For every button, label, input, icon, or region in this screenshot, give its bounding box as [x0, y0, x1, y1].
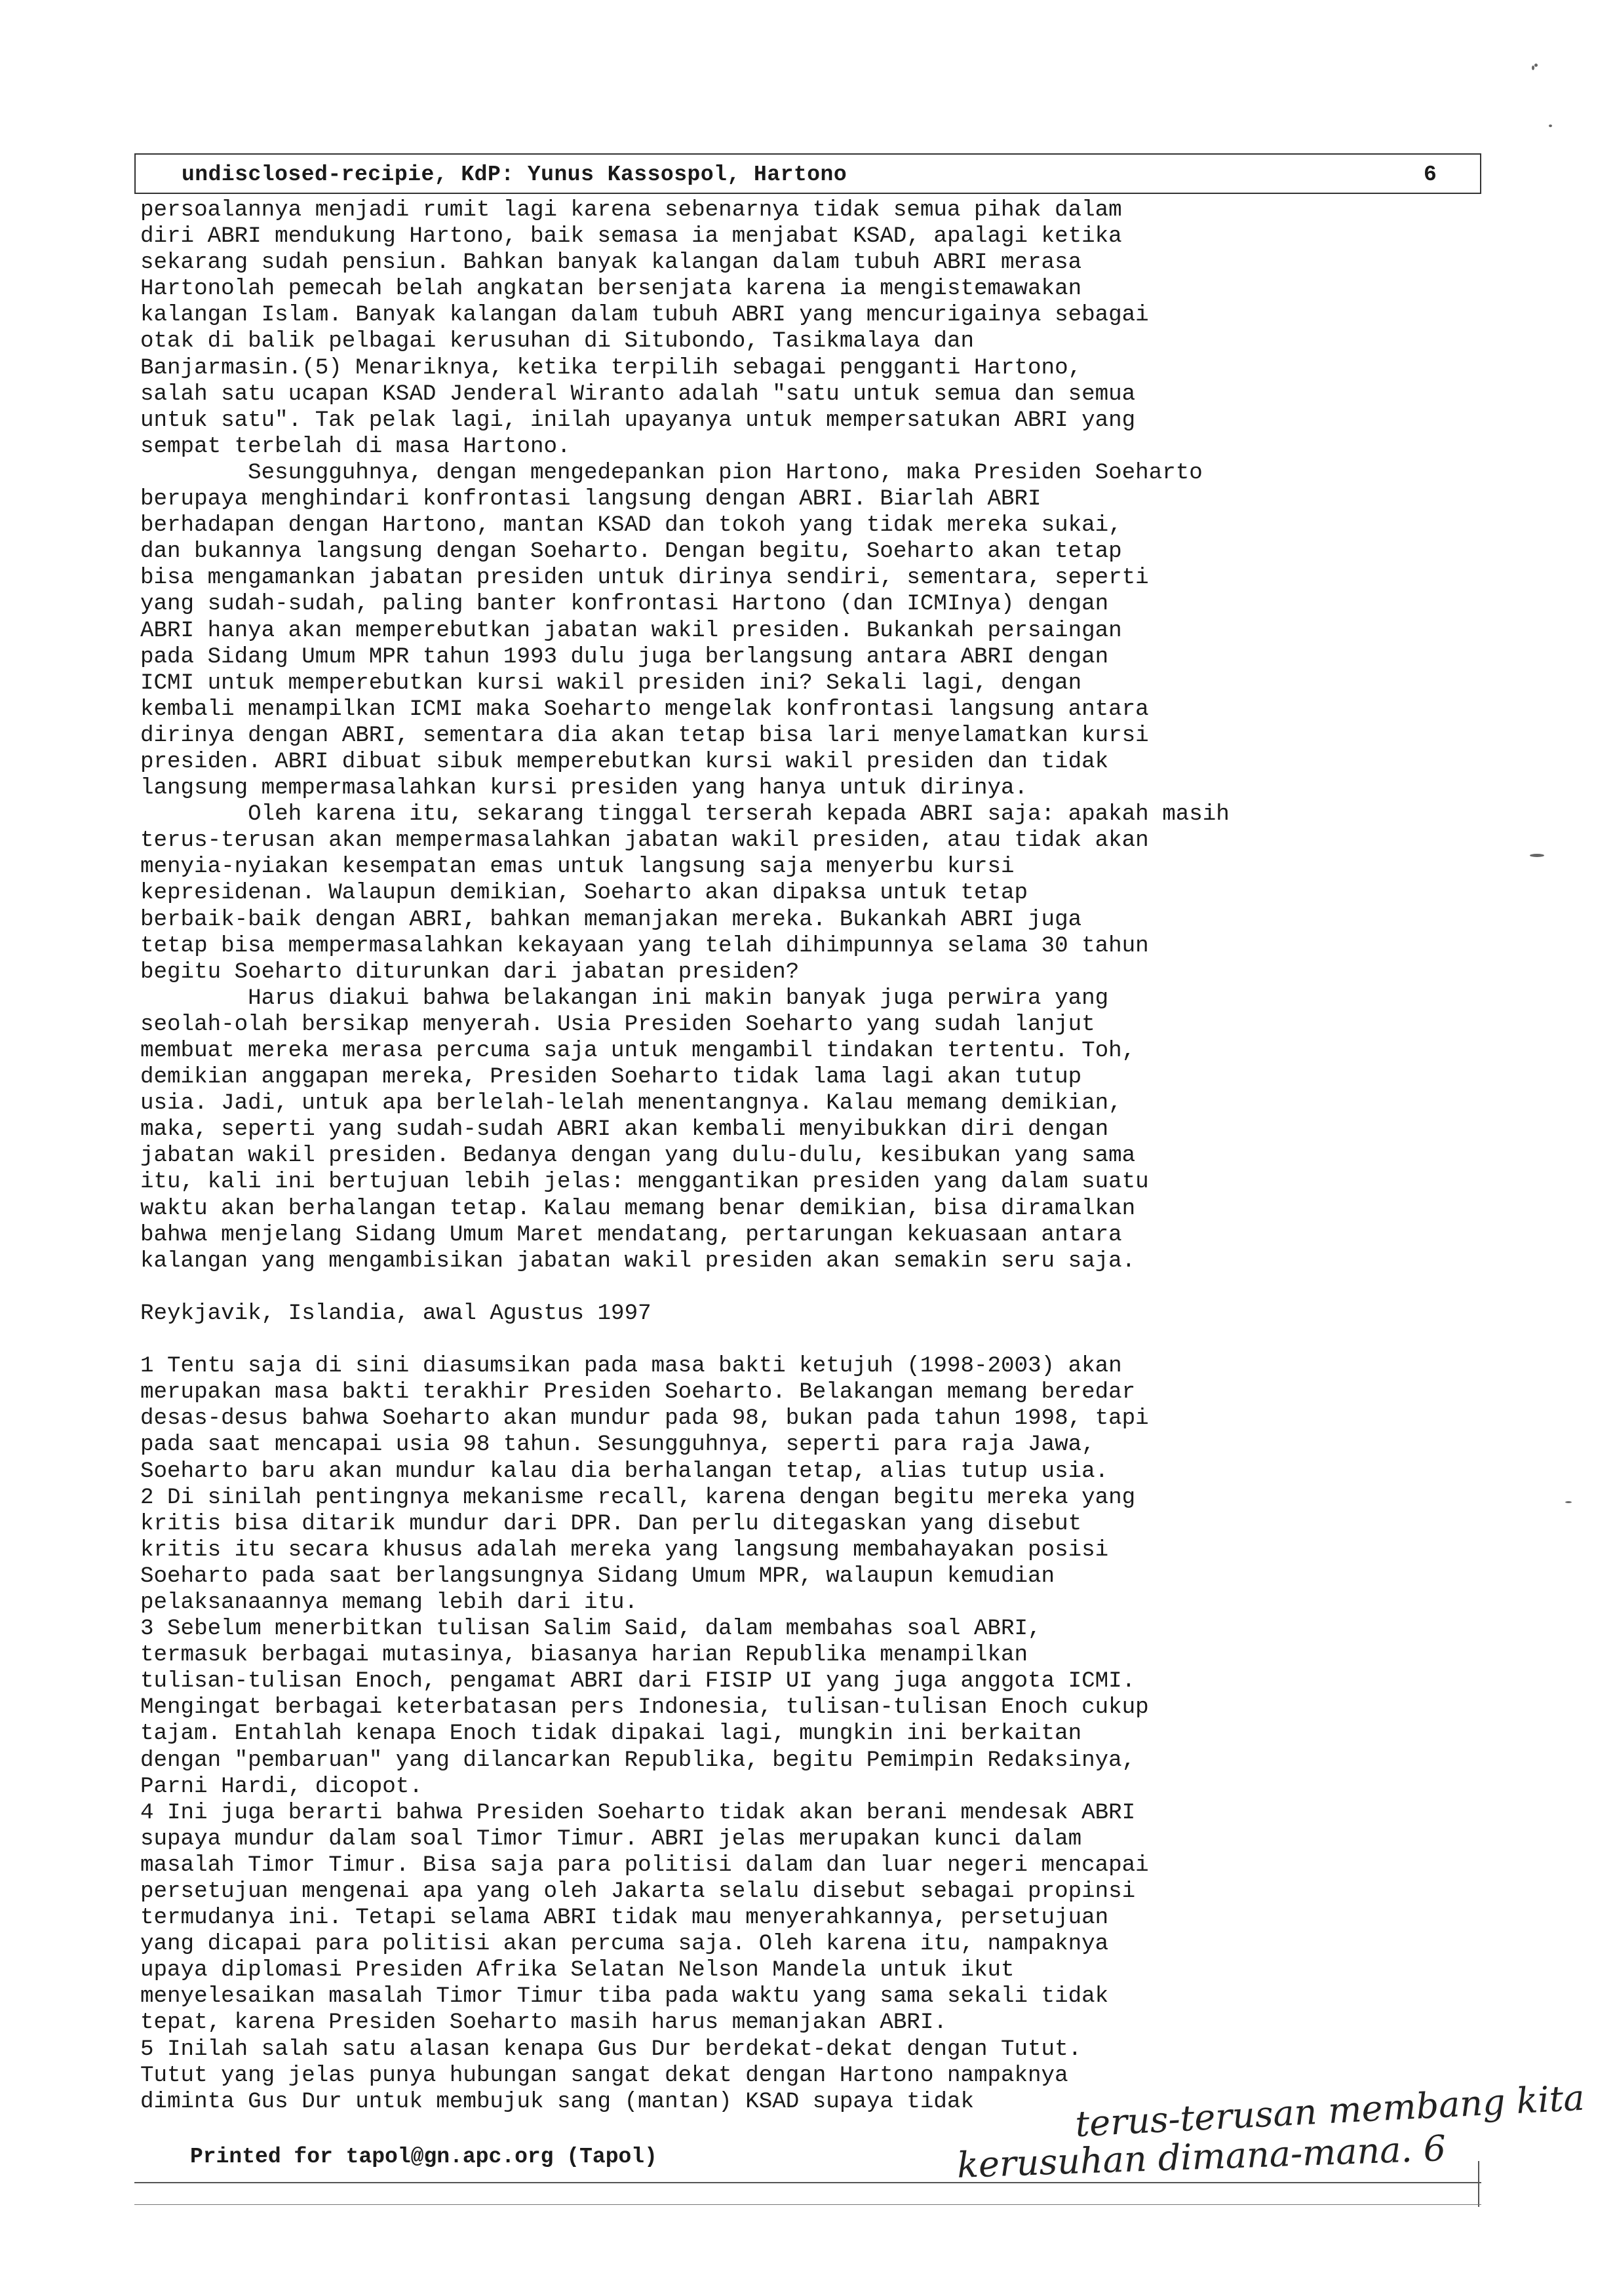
footer-printed-for: Printed for tapol@gn.apc.org (Tapol): [190, 2145, 657, 2169]
text-line: itu, kali ini bertujuan lebih jelas: menggantikan presiden yang dalam suatu: [140, 1170, 1149, 1195]
handwritten-note-line-2: kerusuhan dimana-mana. 6: [956, 2127, 1447, 2187]
text-line: Harus diakui bahwa belakangan ini makin banyak juga perwira yang: [140, 985, 1109, 1011]
scan-speck: [1532, 66, 1534, 70]
text-line: Oleh karena itu, sekarang tinggal terserah kepada ABRI saja: apakah masih: [140, 802, 1230, 828]
text-line: ICMI untuk memperebutkan kursi wakil presiden ini? Sekali lagi, dengan: [140, 670, 1082, 696]
text-line: 4 Ini juga berarti bahwa Presiden Soeharto tidak akan berani mendesak ABRI: [140, 1800, 1136, 1826]
text-line: maka, seperti yang sudah-sudah ABRI akan kembali menyibukkan diri dengan: [140, 1117, 1109, 1143]
text-line: membuat mereka merasa percuma saja untuk mengambil tindakan tertentu. Toh,: [140, 1039, 1136, 1063]
scan-speck: [1565, 1501, 1572, 1503]
text-line: merupakan masa bakti terakhir Presiden Soeharto. Belakangan memang beredar: [140, 1380, 1136, 1406]
text-line: Soeharto pada saat berlangsungnya Sidang Umum MPR, walaupun kemudian: [140, 1563, 1055, 1589]
text-line: menyelesaikan masalah Timor Timur tiba pada waktu yang sama sekali tidak: [140, 1984, 1109, 2010]
text-line: untuk satu". Tak pelak lagi, inilah upayanya untuk mempersatukan ABRI yang: [140, 408, 1136, 433]
handwritten-note-line-1: terus-terusan membang kita: [1074, 2076, 1586, 2145]
text-line: dan bukannya langsung dengan Soeharto. Dengan begitu, Soeharto akan tetap: [140, 539, 1122, 565]
text-line: 1 Tentu saja di sini diasumsikan pada masa bakti ketujuh (1998-2003) akan: [140, 1354, 1122, 1379]
text-line: persoalannya menjadi rumit lagi karena sebenarnya tidak semua pihak dalam: [140, 198, 1122, 223]
text-line: dengan "pembaruan" yang dilancarkan Republika, begitu Pemimpin Redaksinya,: [140, 1748, 1136, 1773]
text-line: salah satu ucapan KSAD Jenderal Wiranto adalah "satu untuk semua dan semua: [140, 381, 1136, 407]
text-line: otak di balik pelbagai kerusuhan di Situbondo, Tasikmalaya dan: [140, 329, 974, 354]
text-line: tetap bisa mempermasalahkan kekayaan yang telah dihimpunnya selama 30 tahun: [140, 933, 1149, 959]
text-line: yang dicapai para politisi akan percuma saja. Oleh karena itu, nampaknya: [140, 1932, 1109, 1957]
text-line: masalah Timor Timur. Bisa saja para politisi dalam dan luar negeri mencapai: [140, 1852, 1149, 1878]
text-line: supaya mundur dalam soal Timor Timur. ABRI jelas merupakan kunci dalam: [140, 1826, 1082, 1852]
text-line: 3 Sebelum menerbitkan tulisan Salim Said, dalam membahas soal ABRI,: [140, 1617, 1041, 1642]
text-line: yang sudah-sudah, paling banter konfrontasi Hartono (dan ICMInya) dengan: [140, 592, 1109, 617]
text-line: berhadapan dengan Hartono, mantan KSAD dan tokoh yang tidak mereka sukai,: [140, 513, 1122, 539]
text-line: begitu Soeharto diturunkan dari jabatan presiden?: [140, 959, 800, 985]
scan-speck: [1530, 854, 1544, 857]
text-line: tepat, karena Presiden Soeharto masih harus memanjakan ABRI.: [140, 2010, 947, 2036]
text-line: seolah-olah bersikap menyerah. Usia Presiden Soeharto yang sudah lanjut: [140, 1012, 1095, 1037]
text-line: [140, 1274, 1451, 1301]
text-line: ABRI hanya akan memperebutkan jabatan wakil presiden. Bukankah persaingan: [140, 618, 1122, 643]
footer-divider: [134, 2182, 1481, 2183]
page-header: [134, 153, 1481, 194]
text-line: terus-terusan akan mempermasalahkan jabatan wakil presiden, atau tidak akan: [140, 828, 1149, 854]
text-line: Reykjavik, Islandia, awal Agustus 1997: [140, 1301, 652, 1326]
text-line: kritis bisa ditarik mundur dari DPR. Dan perlu ditegaskan yang disebut: [140, 1511, 1082, 1537]
text-line: [140, 1327, 1451, 1353]
text-line: pada saat mencapai usia 98 tahun. Sesungguhnya, seperti para raja Jawa,: [140, 1432, 1095, 1458]
text-line: diri ABRI mendukung Hartono, baik semasa ia menjabat KSAD, apalagi ketika: [140, 224, 1122, 250]
text-line: demikian anggapan mereka, Presiden Soeharto tidak lama lagi akan tutup: [140, 1065, 1082, 1090]
text-line: 5 Inilah salah satu alasan kenapa Gus Dur berdekat-dekat dengan Tutut.: [140, 2037, 1082, 2062]
footer-rule: [134, 2204, 1481, 2205]
text-line: desas-desus bahwa Soeharto akan mundur pada 98, bukan pada tahun 1998, tapi: [140, 1406, 1149, 1432]
body-text: [140, 197, 1451, 2115]
text-line: pelaksanaannya memang lebih dari itu.: [140, 1590, 638, 1615]
text-line: tajam. Entahlah kenapa Enoch tidak dipakai lagi, mungkin ini berkaitan: [140, 1721, 1082, 1747]
text-line: bahwa menjelang Sidang Umum Maret mendatang, pertarungan kekuasaan antara: [140, 1222, 1122, 1248]
text-line: kalangan yang mengambisikan jabatan wakil presiden akan semakin seru saja.: [140, 1248, 1136, 1274]
text-line: Soeharto baru akan mundur kalau dia berhalangan tetap, alias tutup usia.: [140, 1459, 1109, 1484]
text-line: langsung mempermasalahkan kursi presiden yang hanya untuk dirinya.: [140, 776, 1028, 801]
text-line: berupaya menghindari konfrontasi langsung dengan ABRI. Biarlah ABRI: [140, 487, 1041, 512]
text-line: pada Sidang Umum MPR tahun 1993 dulu juga berlangsung antara ABRI dengan: [140, 644, 1109, 670]
text-line: Banjarmasin.(5) Menariknya, ketika terpilih sebagai pengganti Hartono,: [140, 355, 1082, 381]
text-line: Tutut yang jelas punya hubungan sangat dekat dengan Hartono nampaknya: [140, 2063, 1068, 2088]
text-line: jabatan wakil presiden. Bedanya dengan yang dulu-dulu, kesibukan yang sama: [140, 1143, 1136, 1169]
text-line: berbaik-baik dengan ABRI, bahkan memanjakan mereka. Bukankah ABRI juga: [140, 907, 1082, 932]
text-line: upaya diplomasi Presiden Afrika Selatan Nelson Mandela untuk ikut: [140, 1958, 1015, 1983]
text-line: kembali menampilkan ICMI maka Soeharto mengelak konfrontasi langsung antara: [140, 697, 1149, 722]
text-line: Sesungguhnya, dengan mengedepankan pion Hartono, maka Presiden Soeharto: [140, 460, 1203, 486]
header-page-number: 6: [1424, 163, 1437, 187]
header-title: undisclosed-recipie, KdP: Yunus Kassospol, Hartono: [182, 163, 847, 187]
text-line: termasuk berbagai mutasinya, biasanya harian Republika menampilkan: [140, 1643, 1028, 1668]
text-line: Parni Hardi, dicopot.: [140, 1774, 423, 1799]
text-line: 2 Di sinilah pentingnya mekanisme recall, karena dengan begitu mereka yang: [140, 1485, 1136, 1510]
text-line: usia. Jadi, untuk apa berlelah-lelah menentangnya. Kalau memang demikian,: [140, 1091, 1122, 1117]
text-line: waktu akan berhalangan tetap. Kalau memang benar demikian, bisa diramalkan: [140, 1196, 1136, 1221]
text-line: diminta Gus Dur untuk membujuk sang (mantan) KSAD supaya tidak: [140, 2089, 974, 2114]
text-line: dirinya dengan ABRI, sementara dia akan tetap bisa lari menyelamatkan kursi: [140, 723, 1149, 748]
text-line: bisa mengamankan jabatan presiden untuk dirinya sendiri, sementara, seperti: [140, 565, 1149, 591]
scan-speck: [1549, 124, 1552, 127]
text-line: menyia-nyiakan kesempatan emas untuk langsung saja menyerbu kursi: [140, 854, 1015, 880]
text-line: termudanya ini. Tetapi selama ABRI tidak mau menyerahkannya, persetujuan: [140, 1905, 1109, 1931]
footer-box-edge: [1478, 2161, 1479, 2207]
text-line: sekarang sudah pensiun. Bahkan banyak kalangan dalam tubuh ABRI merasa: [140, 250, 1082, 276]
text-line: Hartonolah pemecah belah angkatan bersenjata karena ia mengistemawakan: [140, 277, 1082, 302]
text-line: persetujuan mengenai apa yang oleh Jakarta selalu disebut sebagai propinsi: [140, 1879, 1136, 1904]
text-line: kalangan Islam. Banyak kalangan dalam tubuh ABRI yang mencurigainya sebagai: [140, 303, 1149, 328]
text-line: sempat terbelah di masa Hartono.: [140, 434, 571, 459]
text-line: Mengingat berbagai keterbatasan pers Indonesia, tulisan-tulisan Enoch cukup: [140, 1695, 1149, 1721]
text-line: kritis itu secara khusus adalah mereka yang langsung membahayakan posisi: [140, 1537, 1109, 1563]
scan-speck: [1534, 64, 1538, 67]
text-line: kepresidenan. Walaupun demikian, Soeharto akan dipaksa untuk tetap: [140, 881, 1028, 906]
text-line: presiden. ABRI dibuat sibuk memperebutkan kursi wakil presiden dan tidak: [140, 749, 1109, 775]
text-line: tulisan-tulisan Enoch, pengamat ABRI dari FISIP UI yang juga anggota ICMI.: [140, 1669, 1136, 1694]
